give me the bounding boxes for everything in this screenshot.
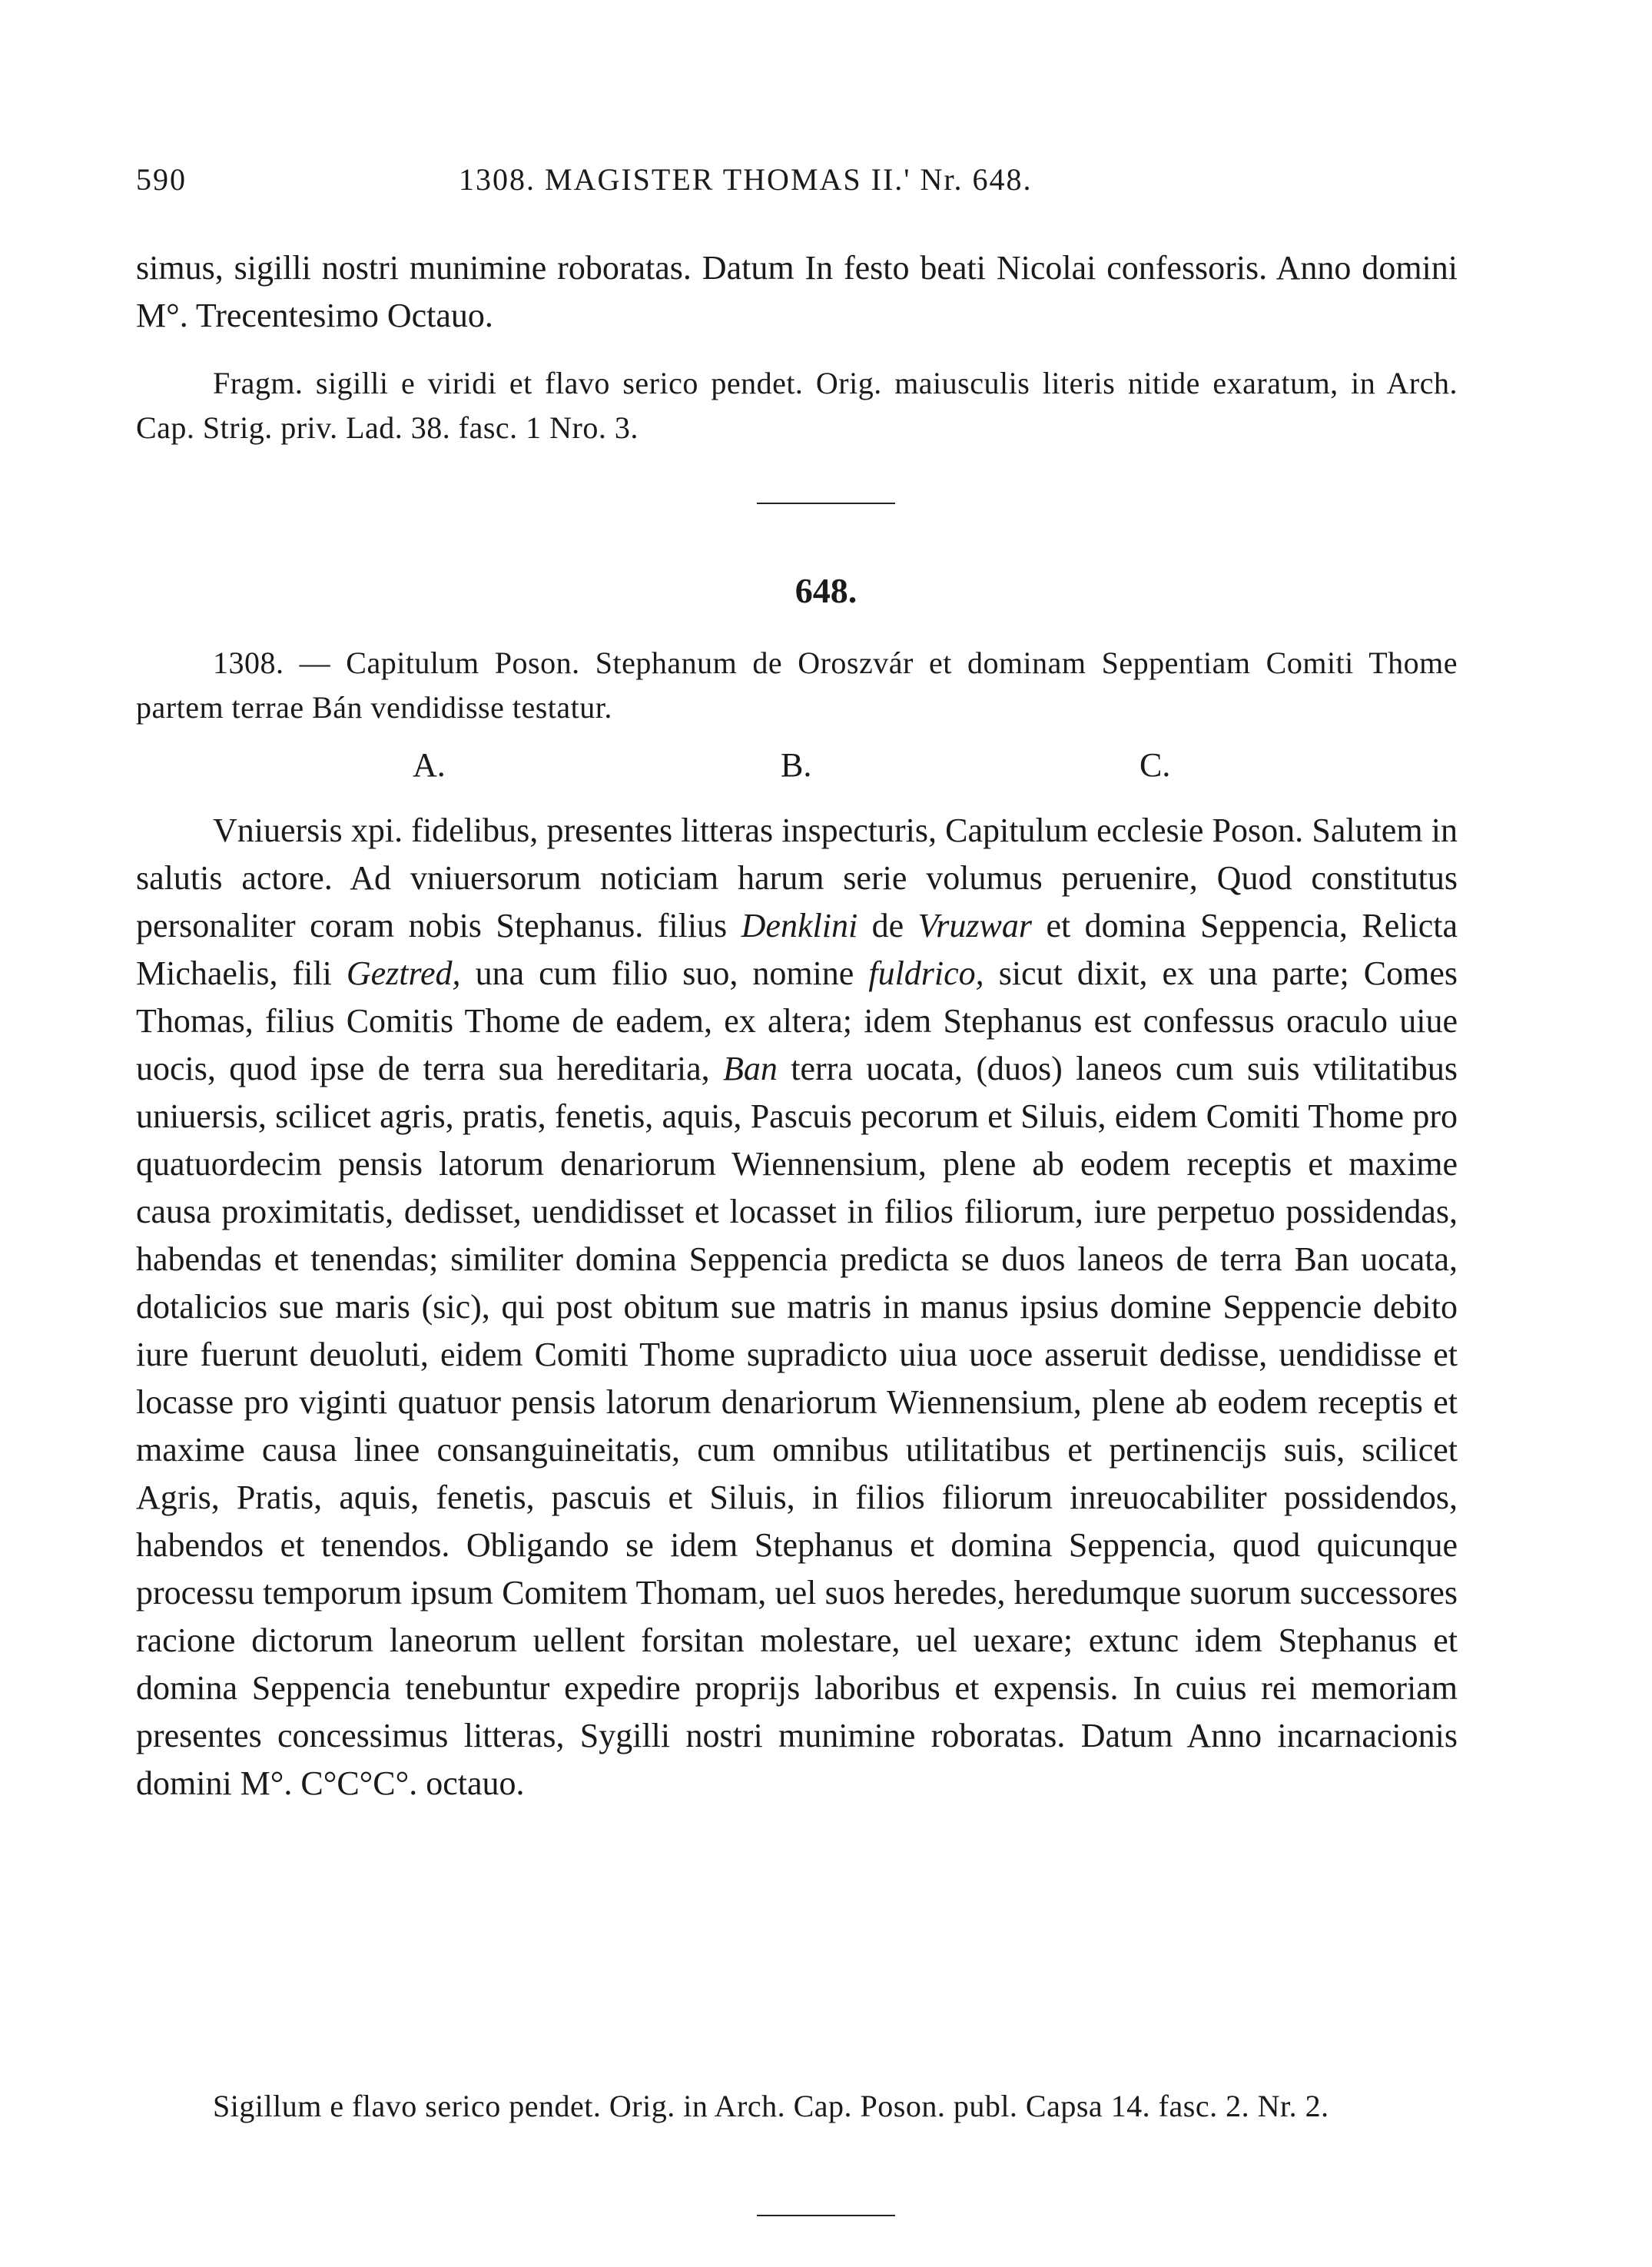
place-name-denklini: Denklini [741, 907, 858, 944]
document-note: Sigillum e flavo serico pendet. Orig. in Arch. Cap. Poson. publ. Capsa 14. fasc. 2. Nr. 2. [213, 2089, 1329, 2123]
running-head: 1308. MAGISTER THOMAS II.' Nr. 648. [459, 162, 1033, 197]
document-number: 648. [794, 571, 858, 610]
page-number: 590 [136, 162, 187, 197]
witness-b: B. [781, 746, 812, 784]
place-name-ban: Ban [723, 1050, 778, 1087]
document-regest: 1308. — Capitulum Poson. Stephanum de Oroszvár et dominam Seppentiam Comiti Thome partem terrae Bán vendidisse testatur. [136, 646, 1458, 725]
section-divider [757, 503, 895, 504]
witness-a: A. [413, 746, 446, 784]
person-name-fuldrico: fuldrico, [868, 954, 984, 992]
page-header [136, 161, 1458, 207]
previous-document-note: Fragm. sigilli e viridi et flavo serico pendet. Orig. maiusculis literis nitide exaratum, in Arch. Cap. Strig. priv. Lad. 38. fasc. 1 Nro. 3. [136, 366, 1458, 445]
witness-c: C. [1139, 746, 1171, 784]
place-name-vruzwar: Vruzwar [917, 907, 1032, 944]
person-name-geztred: Geztred, [346, 954, 461, 992]
document-body: Vniuersis xpi. fidelibus, presentes litteras inspecturis, Capitulum ecclesie Poson. Salutem in salutis actore. Ad vniuersorum noticiam harum serie volumus peruenire, Quod constitutus personaliter coram nobis Stephanus. filius Denklini de Vruzwar et domina Seppencia, Relicta Michaelis, fili Geztred, una cum filio suo, nomine fuldrico, sicut dixit, ex una parte; Comes Thomas, filius Comitis Thome de eadem, ex altera; idem Stephanus est confessus oraculo uiue uocis, quod ipse de terra sua hereditaria, Ban terra uocata, (duos) laneos cum suis vtilitatibus uniuersis, scilicet agris, pratis, fenetis, aquis, Pascuis pecorum et Siluis, eidem Comiti Thome pro quatuordecim pensis latorum denariorum Wiennensium, plene ab eodem receptis et maxime causa proximitatis, dedisset, uendidisset et locasset in filios filiorum, iure perpetuo possidendas, habendas et tenendas; similiter domina Seppencia predicta se duos laneos de terra Ban uocata, dotalicios sue maris (sic), qui post obitum sue matris in manus ipsius domine Seppencie debito iure fuerunt deuoluti, eidem Comiti Thome supradicto uiua uoce asseruit dedisse, uendidisse et locasse pro viginti quatuor pensis latorum denariorum Wiennensium, plene ab eodem receptis et maxime causa linee consanguineitatis, cum omnibus utilitatibus et pertinencijs suis, scilicet Agris, Pratis, aquis, fenetis, pascuis et Siluis, in filios filiorum inreuocabiliter possidendos, habendos et tenendos. Obligando se idem Stephanus et domina Seppencia, quod quicunque processu temporum ipsum Comitem Thomam, uel suos heredes, heredumque suorum successores racione dictorum laneorum uellent forsitan molestare, uel uexare; extunc idem Stephanus et domina Seppencia tenebuntur expedire proprijs laboribus et expensis. In cuius rei memoriam presentes concessimus litteras, Sygilli nostri munimine roboratas. Datum Anno incarnacionis domini M°. C°C°C°. octauo. [136, 812, 1458, 1802]
previous-document-closing: simus, sigilli nostri munimine roboratas. Datum In festo beati Nicolai confessoris. Anno domini M°. Trecentesimo Octauo. [136, 249, 1458, 334]
bottom-divider [757, 2215, 895, 2216]
